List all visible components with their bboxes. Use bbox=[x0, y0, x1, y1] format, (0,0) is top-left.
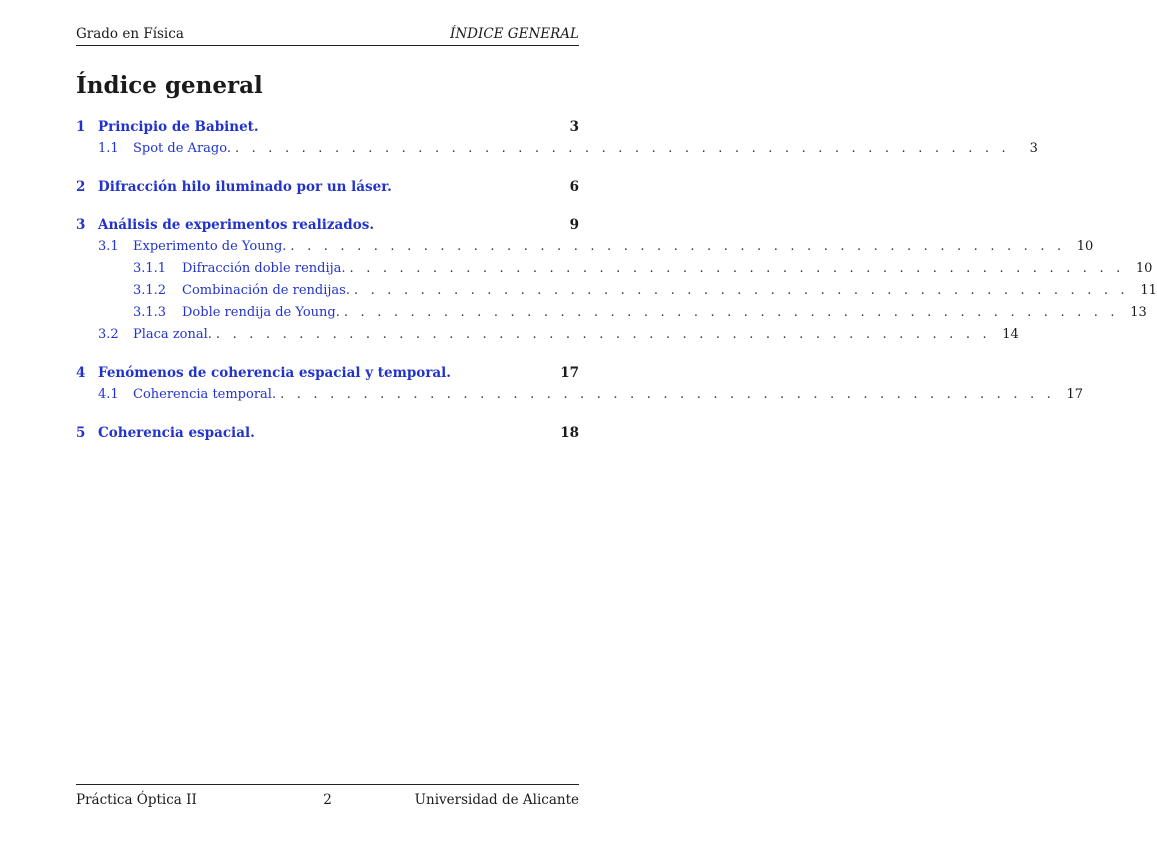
toc-subsection-3-1-2[interactable] bbox=[76, 280, 1157, 302]
toc-section-3-2[interactable] bbox=[76, 324, 1019, 346]
toc-section-1-1[interactable] bbox=[76, 138, 1038, 160]
toc-leader-dots: . . . . . . . . . . . . . . . . . . . . . . . . . . . . . . . . . . . . . . . . . . . . . . . bbox=[290, 239, 1066, 254]
toc-subsection-3-1-1[interactable] bbox=[76, 258, 1153, 280]
toc-label[interactable]: Difracción doble rendija. bbox=[182, 261, 346, 276]
header-divider bbox=[76, 45, 579, 46]
toc-leader-dots: . . . . . . . . . . . . . . . . . . . . . . . . . . . . . . . . . . . . . . . . . . . . . . . bbox=[343, 305, 1119, 320]
toc-label[interactable]: Placa zonal. bbox=[133, 327, 212, 342]
footer-divider bbox=[76, 784, 579, 785]
toc-page: 10 bbox=[1135, 261, 1153, 276]
toc-label[interactable]: Coherencia temporal. bbox=[133, 387, 277, 402]
toc-number[interactable]: 2 bbox=[76, 179, 86, 195]
toc-leader-dots: . . . . . . . . . . . . . . . . . . . . . . . . . . . . . . . . . . . . . . . . . . . . . . . bbox=[215, 327, 991, 342]
toc-label[interactable]: Spot de Arago. bbox=[133, 141, 231, 156]
toc-label[interactable]: Principio de Babinet. bbox=[98, 119, 259, 135]
toc-label[interactable]: Análisis de experimentos realizados. bbox=[98, 217, 375, 233]
toc-number[interactable]: 1.1 bbox=[98, 141, 119, 156]
toc-number[interactable]: 3 bbox=[76, 217, 86, 233]
toc-number[interactable]: 5 bbox=[76, 425, 86, 441]
page-header bbox=[76, 26, 579, 44]
toc-chapter-5[interactable] bbox=[76, 422, 579, 444]
toc-leader-dots: . . . . . . . . . . . . . . . . . . . . . . . . . . . . . . . . . . . . . . . . . . . . . . . bbox=[280, 387, 1055, 402]
header-left-text: Grado en Física bbox=[76, 26, 184, 42]
page-title: Índice general bbox=[76, 72, 263, 99]
toc-leader-dots: . . . . . . . . . . . . . . . . . . . . . . . . . . . . . . . . . . . . . . . . . . . . . . . bbox=[353, 283, 1129, 298]
toc-page: 14 bbox=[1002, 327, 1019, 342]
toc-chapter-2[interactable] bbox=[76, 176, 579, 198]
toc-section-3-1[interactable] bbox=[76, 236, 1094, 258]
toc-number[interactable]: 1 bbox=[76, 119, 86, 135]
toc-chapter-3[interactable] bbox=[76, 214, 579, 236]
footer-left-text: Práctica Óptica II bbox=[76, 792, 197, 808]
toc-label[interactable]: Difracción hilo iluminado por un láser. bbox=[98, 179, 392, 195]
toc-page: 10 bbox=[1076, 239, 1094, 254]
toc-page: 11 bbox=[1140, 283, 1157, 298]
toc-section-4-1[interactable] bbox=[76, 384, 1083, 406]
toc-chapter-4[interactable] bbox=[76, 362, 579, 384]
toc-page: 9 bbox=[569, 217, 579, 233]
toc-leader-dots: . . . . . . . . . . . . . . . . . . . . . . . . . . . . . . . . . . . . . . . . . . . . . . . bbox=[349, 261, 1125, 276]
toc-page: 3 bbox=[569, 119, 579, 135]
toc-number[interactable]: 3.2 bbox=[98, 327, 119, 342]
toc-label[interactable]: Coherencia espacial. bbox=[98, 425, 255, 441]
toc-page: 13 bbox=[1130, 305, 1147, 320]
toc-number[interactable]: 3.1.3 bbox=[133, 305, 167, 320]
toc-page: 18 bbox=[560, 425, 579, 441]
toc-number[interactable]: 4.1 bbox=[98, 387, 119, 402]
toc-number[interactable]: 3.1 bbox=[98, 239, 119, 254]
toc-page: 17 bbox=[560, 365, 579, 381]
toc-chapter-1[interactable] bbox=[76, 116, 579, 138]
toc-leader-dots: . . . . . . . . . . . . . . . . . . . . . . . . . . . . . . . . . . . . . . . . . . . . . . . bbox=[234, 141, 1010, 156]
table-of-contents bbox=[76, 116, 1157, 444]
toc-label[interactable]: Doble rendija de Young. bbox=[182, 305, 340, 320]
toc-page: 17 bbox=[1066, 387, 1083, 402]
toc-page: 3 bbox=[1029, 141, 1038, 156]
toc-number[interactable]: 4 bbox=[76, 365, 86, 381]
header-right-text: ÍNDICE GENERAL bbox=[450, 26, 579, 42]
page-number: 2 bbox=[323, 792, 332, 808]
toc-subsection-3-1-3[interactable] bbox=[76, 302, 1147, 324]
footer-right-text: Universidad de Alicante bbox=[414, 792, 579, 808]
page-footer bbox=[76, 792, 579, 810]
toc-number[interactable]: 3.1.1 bbox=[133, 261, 167, 276]
toc-label[interactable]: Combinación de rendijas. bbox=[182, 283, 350, 298]
toc-page: 6 bbox=[569, 179, 579, 195]
toc-label[interactable]: Fenómenos de coherencia espacial y temporal. bbox=[98, 365, 452, 381]
toc-label[interactable]: Experimento de Young. bbox=[133, 239, 287, 254]
toc-number[interactable]: 3.1.2 bbox=[133, 283, 167, 298]
